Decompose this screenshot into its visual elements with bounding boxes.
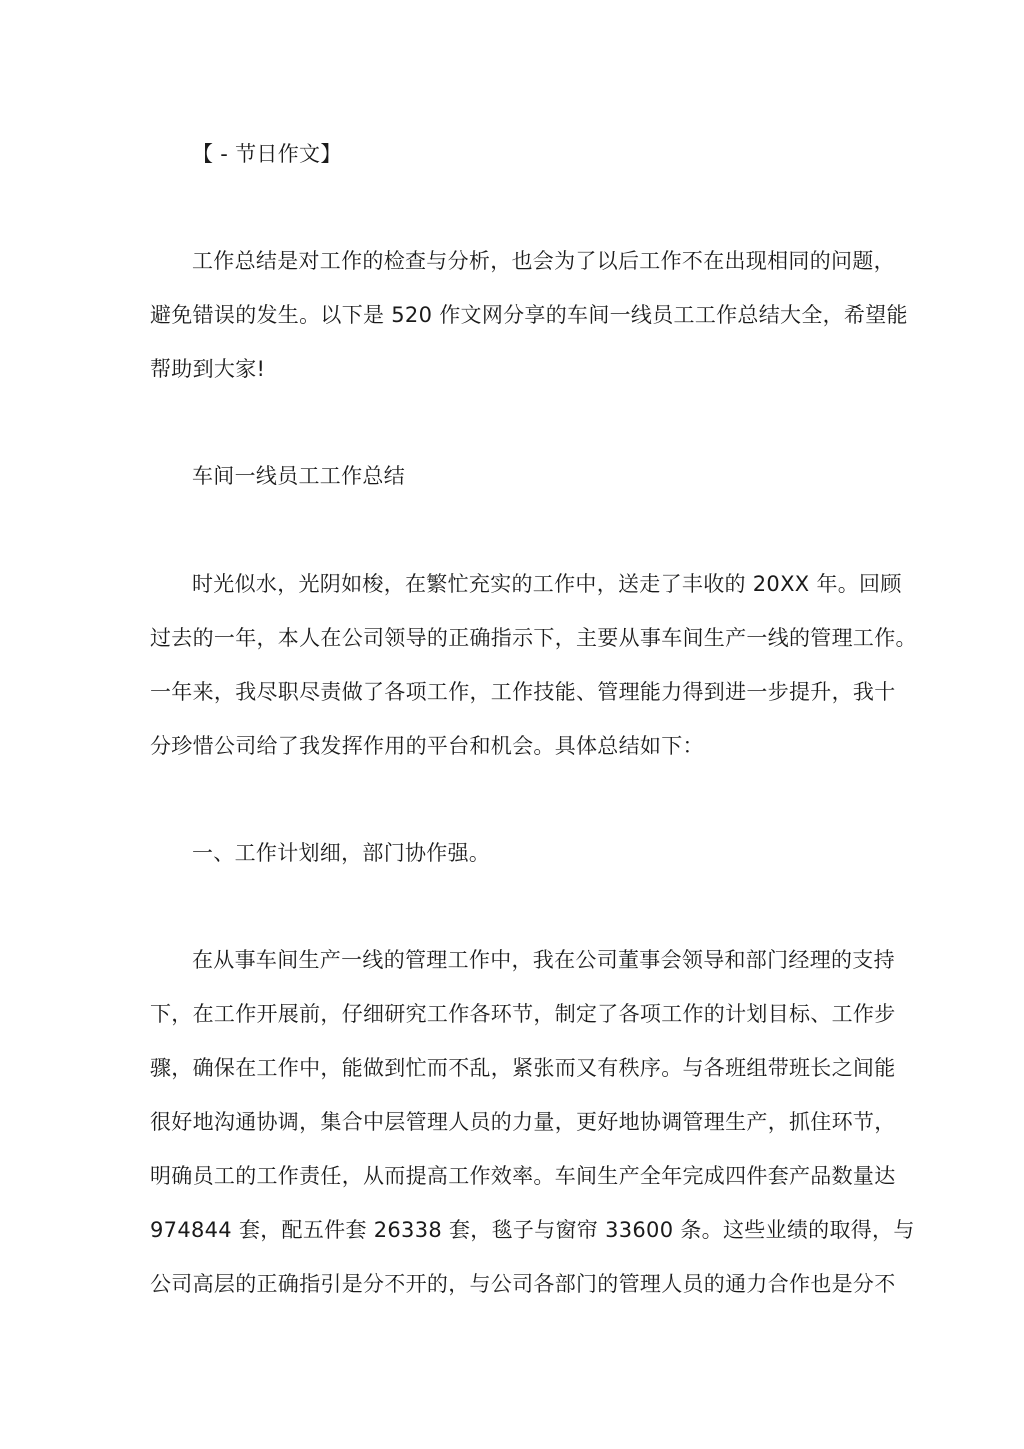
paragraph-line: 下，在工作开展前，仔细研究工作各环节，制定了各项工作的计划目标、工作步	[150, 1002, 896, 1026]
paragraph-line: 很好地沟通协调，集合中层管理人员的力量，更好地协调管理生产，抓住环节，	[150, 1110, 896, 1134]
paragraph-line: 公司高层的正确指引是分不开的，与公司各部门的管理人员的通力合作也是分不	[150, 1272, 896, 1296]
paragraph-line: 974844 套，配五件套 26338 套，毯子与窗帘 33600 条。这些业绩的取得，与	[150, 1218, 915, 1242]
paragraph-line: 在从事车间生产一线的管理工作中，我在公司董事会领导和部门经理的支持	[192, 948, 895, 972]
intro-line: 避免错误的发生。以下是 520 作文网分享的车间一线员工工作总结大全，希望能	[150, 303, 908, 327]
intro-line: 工作总结是对工作的检查与分析，也会为了以后工作不在出现相同的问题，	[192, 249, 895, 273]
paragraph-line: 明确员工的工作责任，从而提高工作效率。车间生产全年完成四件套产品数量达	[150, 1164, 896, 1188]
paragraph-1	[150, 557, 917, 773]
article-title	[150, 449, 874, 503]
paragraph-line: 一年来，我尽职尽责做了各项工作，工作技能、管理能力得到进一步提升，我十	[150, 680, 896, 704]
section-heading-text: 一、工作计划细，部门协作强。	[192, 841, 491, 865]
paragraph-line: 分珍惜公司给了我发挥作用的平台和机会。具体总结如下：	[150, 734, 704, 758]
paragraph-line: 过去的一年，本人在公司领导的正确指示下，主要从事车间生产一线的管理工作。	[150, 626, 917, 650]
article-title-text: 车间一线员工工作总结	[192, 464, 405, 488]
intro-paragraph	[150, 234, 908, 396]
section-heading-1	[150, 826, 874, 880]
intro-line: 帮助到大家!	[150, 357, 266, 381]
category-tag-text: 【 - 节日作文】	[192, 142, 342, 166]
category-tag	[150, 127, 874, 181]
paragraph-2	[150, 933, 915, 1311]
paragraph-line: 时光似水，光阴如梭，在繁忙充实的工作中，送走了丰收的 20XX 年。回顾	[192, 572, 902, 596]
paragraph-line: 骤，确保在工作中，能做到忙而不乱，紧张而又有秩序。与各班组带班长之间能	[150, 1056, 896, 1080]
